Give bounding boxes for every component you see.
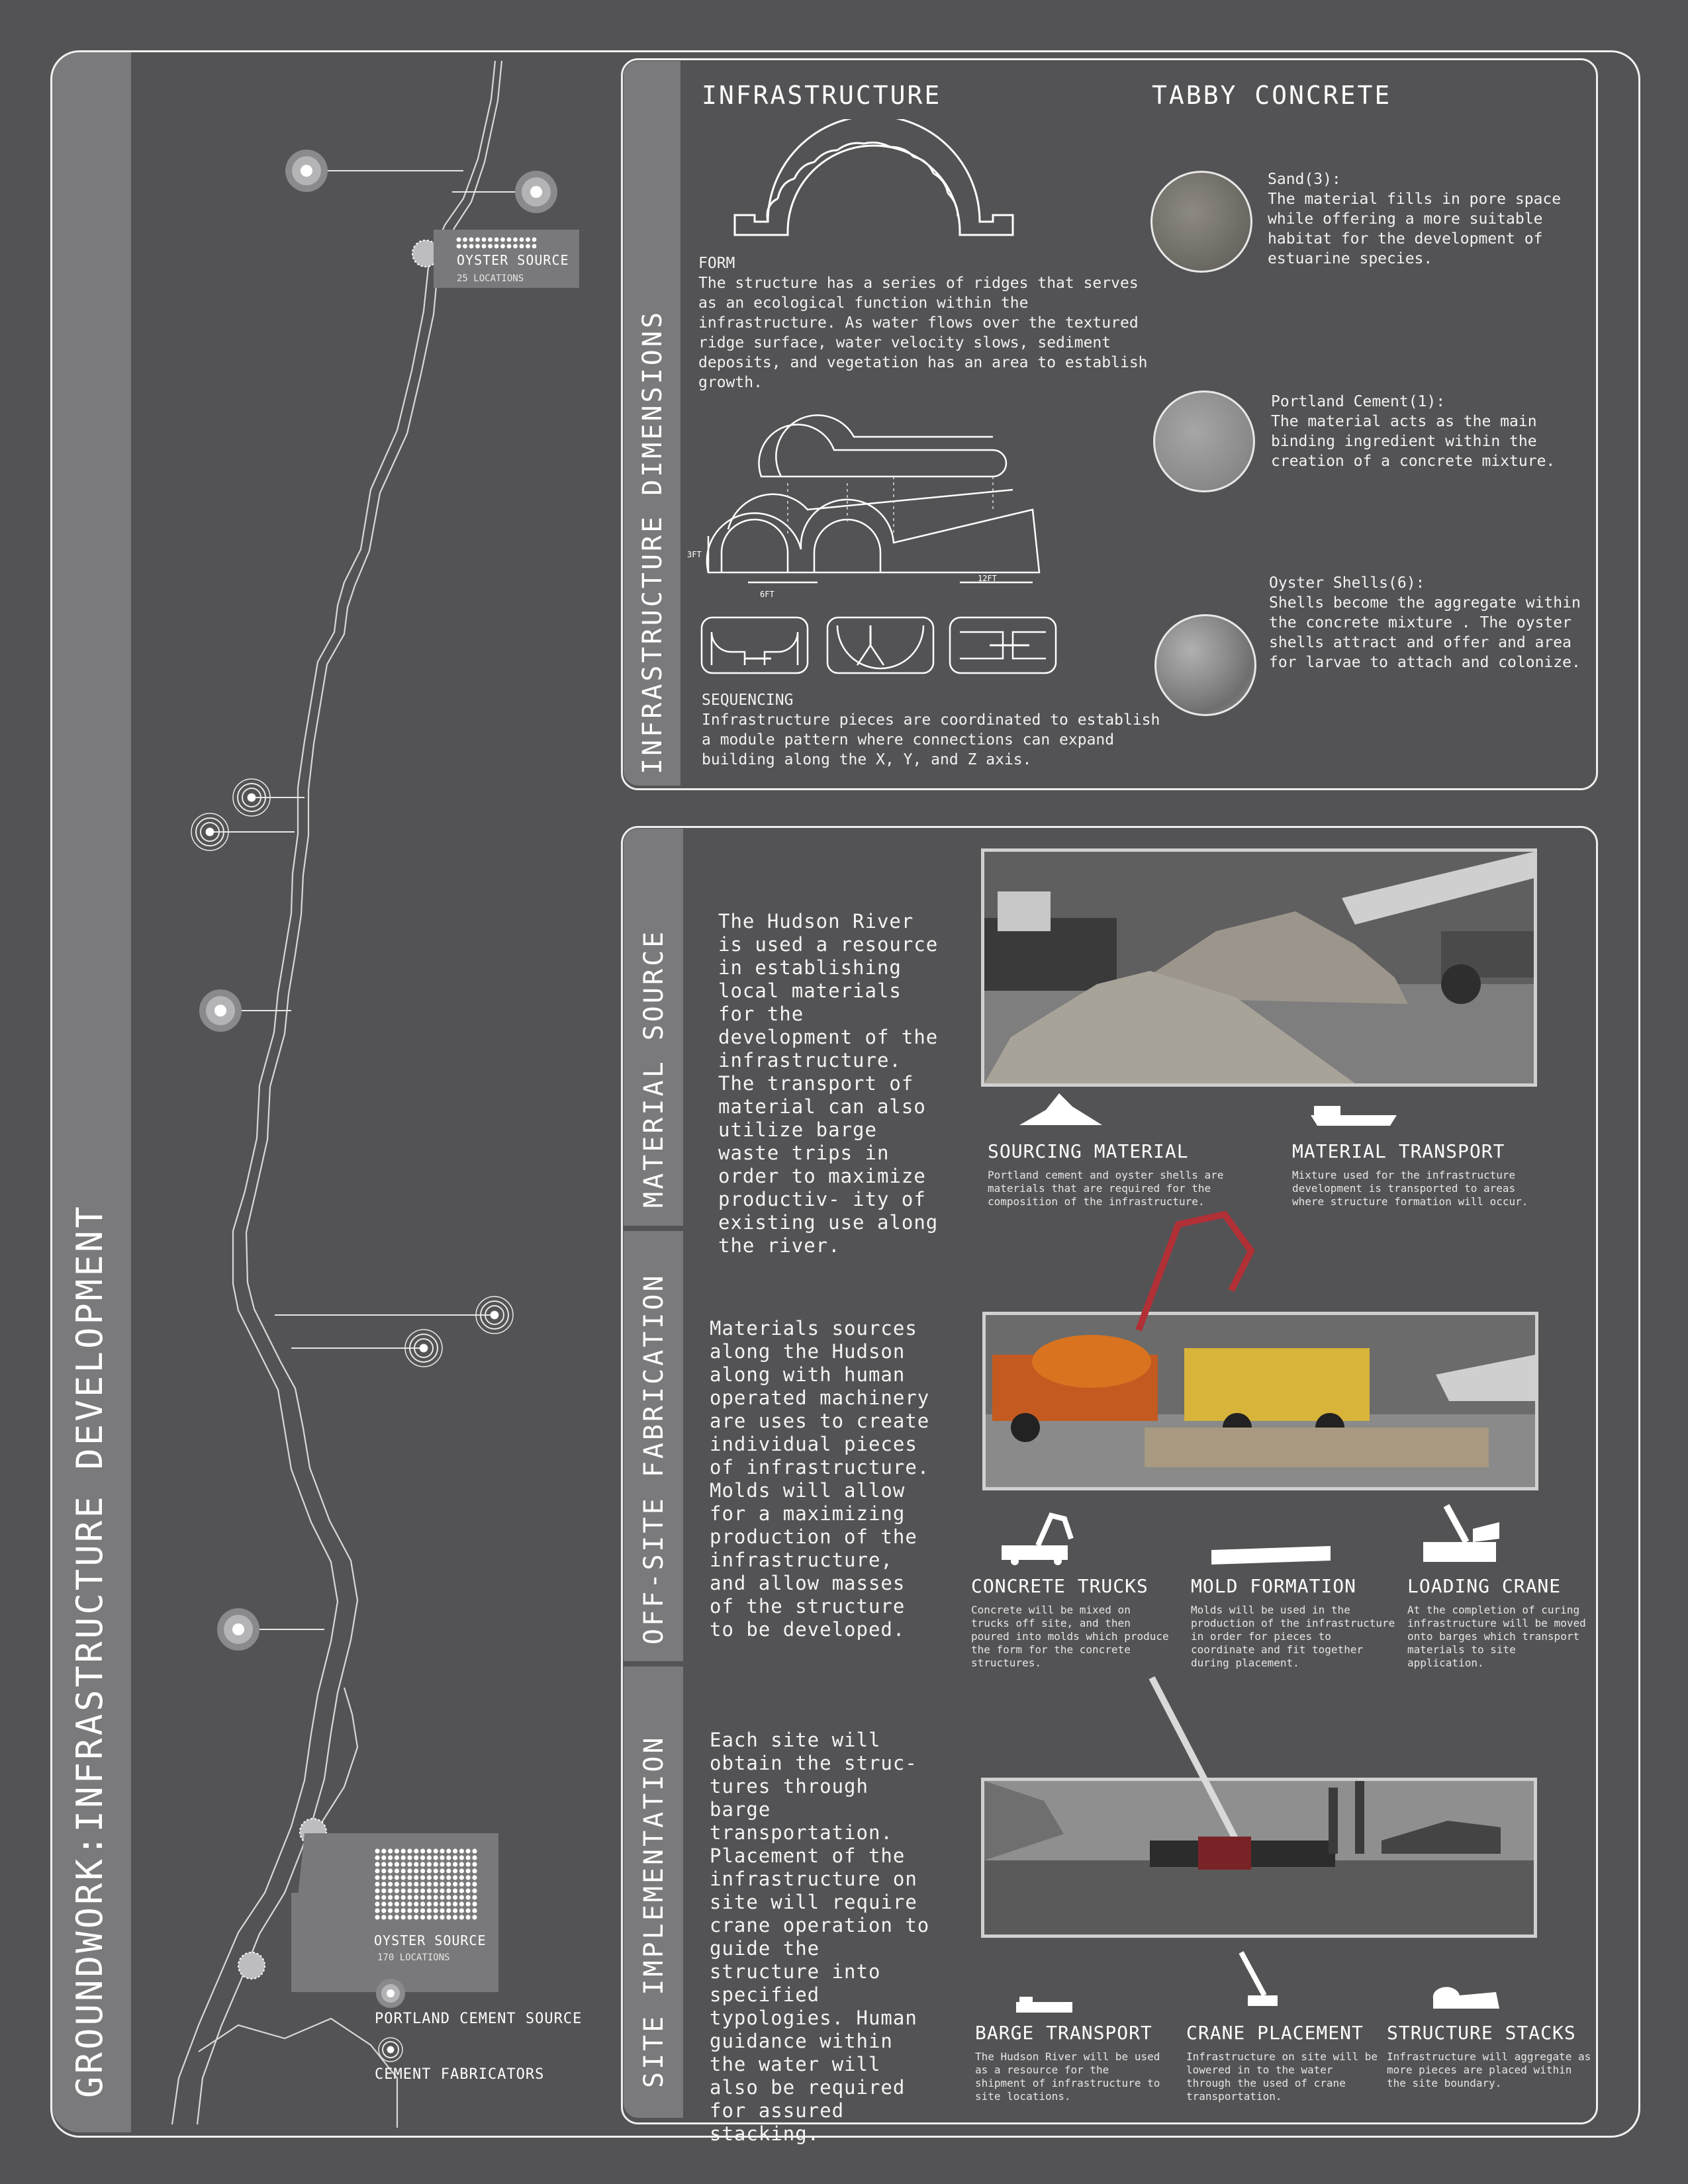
cement-source-markers [199,150,557,1651]
oyster-location-dot [500,238,505,242]
form-text: The structure has a series of ridges that serves as an ecological function within the infrastructure. As water flows over the textured ridge surface, water velocity slows, sediment deposits, and vegetation has an area to establish growth. [698,275,1148,391]
oyster-location-dot [420,1875,425,1880]
oyster-location-dot [414,1848,418,1853]
oyster-location-dot [466,1888,471,1893]
oyster-location-dot [388,1915,393,1919]
oyster-location-dot [459,1895,464,1899]
crane-boom-drawing [1145,1671,1258,1876]
oyster-location-dot [407,1882,412,1886]
oyster-location-dot [395,1895,399,1899]
oyster-location-dot [388,1895,393,1899]
dim-6ft-label: 6FT [760,590,774,599]
oyster-location-dot [420,1895,425,1899]
oyster-location-dot [463,238,467,242]
oyster-location-dot [488,238,492,242]
oyster-location-dot [375,1888,379,1893]
oyster-location-dot [427,1868,432,1873]
sand-name: Sand(3): [1268,171,1341,188]
oyster-location-dot [459,1882,464,1886]
oyster-location-dot [513,244,518,249]
oyster-location-dot [440,1888,444,1893]
oyster-location-dot [459,1862,464,1866]
dim-3ft-label: 3FT [687,550,702,559]
oyster-location-dot [395,1848,399,1853]
implementation-photo [981,1778,1537,1938]
oyster-location-dot [446,1888,451,1893]
portland-cement-swatch [1153,390,1255,492]
fabricator-markers [191,779,513,1367]
crane-placement-title: CRANE PLACEMENT [1186,2022,1364,2044]
oyster-location-dot [434,1882,438,1886]
oyster-location-dot [453,1862,457,1866]
oyster-location-dot [453,1901,457,1906]
loading-crane-text: At the completion of curing infrastructure will be moved onto barges which transport materials to site application. [1407,1604,1586,1669]
oyster-location-dot [463,244,467,249]
fabrication-band-title: OFF-SITE FABRICATION [639,1273,669,1645]
oyster-location-dot [446,1915,451,1919]
oyster-location-dot [381,1895,386,1899]
oyster-location-dot [375,1848,379,1853]
oyster-location-dot [472,1915,477,1919]
oyster-location-dot [427,1901,432,1906]
oyster-location-dot [466,1908,471,1913]
oyster-location-dot [446,1848,451,1853]
oyster-location-dot [395,1908,399,1913]
concrete-trucks-title: CONCRETE TRUCKS [971,1575,1149,1597]
oyster-location-dot [414,1888,418,1893]
oyster-location-dot [401,1895,406,1899]
oyster-location-dot [532,238,537,242]
oyster-location-dot [475,238,480,242]
oyster-location-dot [434,1908,438,1913]
oyster-location-dot [395,1868,399,1873]
oyster-location-dot [459,1908,464,1913]
sequencing-diagrams [698,612,1069,678]
oyster-location-dot [453,1875,457,1880]
oyster-location-dot [434,1868,438,1873]
oyster-location-dot [420,1908,425,1913]
oyster-location-dot [388,1888,393,1893]
oyster-location-dot [507,244,512,249]
oyster-location-dot [427,1888,432,1893]
portland-cement-text: The material acts as the main binding ingredient within the creation of a concrete mixture. [1271,413,1556,470]
structure-stacks-text: Infrastructure will aggregate as more pieces are placed within the site boundary. [1387,2050,1591,2089]
crane-placement-text: Infrastructure on site will be lowered in to the water through the used of crane transportation. [1186,2050,1378,2103]
oyster-location-dot [440,1915,444,1919]
oyster-location-dot [453,1855,457,1860]
oyster-location-dot [375,1915,379,1919]
oyster-location-dot [401,1862,406,1866]
oyster-location-dot [440,1895,444,1899]
oyster-location-dot [472,1908,477,1913]
oyster-location-dot [472,1862,477,1866]
oyster-location-dot [381,1901,386,1906]
oyster-location-dot [434,1862,438,1866]
oyster-location-dot [381,1855,386,1860]
mold-formation-text: Molds will be used in the production of the infrastructure in order for pieces to coordinate and fit together during placement. [1191,1604,1395,1669]
oyster-location-dot [395,1862,399,1866]
dimensions-band-title: INFRASTRUCTURE DIMENSIONS [637,309,668,774]
oyster-location-dot [427,1862,432,1866]
oyster-location-dot [401,1908,406,1913]
oyster-location-dot [526,238,530,242]
oyster-location-dot [375,1882,379,1886]
oyster-location-dot [388,1855,393,1860]
oyster-location-dot [469,244,474,249]
infrastructure-title: INFRASTRUCTURE [702,81,942,110]
oyster-location-dot [472,1895,477,1899]
barge-transport-text: The Hudson River will be used as a resource for the shipment of infrastructure to site locations. [975,2050,1160,2103]
oyster-location-dot [381,1862,386,1866]
oyster-location-dot [427,1895,432,1899]
material-transport-title: MATERIAL TRANSPORT [1292,1140,1505,1162]
oyster-location-dot [420,1888,425,1893]
dim-12ft-label: 12FT [978,574,997,583]
oyster-location-dot [420,1862,425,1866]
oyster-location-dot [472,1888,477,1893]
oyster-location-dot [427,1855,432,1860]
oyster-location-dot [472,1875,477,1880]
oyster-location-dot [395,1915,399,1919]
oyster-location-dot [427,1848,432,1853]
oyster-location-dot [407,1868,412,1873]
sequencing-heading: SEQUENCING [702,692,794,709]
oyster-location-dot [482,238,487,242]
crane-placement-icon [1235,1949,1281,2009]
oyster-location-dot [472,1882,477,1886]
oyster-location-dot [440,1875,444,1880]
oyster-location-dot [375,1875,379,1880]
oyster-location-dot [453,1882,457,1886]
oyster-location-dot [488,244,492,249]
oyster-location-dot [469,238,474,242]
oyster-location-dot [472,1855,477,1860]
oyster-location-dot [434,1915,438,1919]
oyster-location-dot [401,1882,406,1886]
oyster-location-dot [407,1901,412,1906]
oyster-location-dot [446,1855,451,1860]
oyster-location-dot [381,1915,386,1919]
implementation-band-title: SITE IMPLEMENTATION [639,1735,669,2088]
oyster-location-dot [494,238,499,242]
oyster-location-dot [395,1855,399,1860]
oyster-location-dot [401,1901,406,1906]
oyster-location-dot [407,1888,412,1893]
oyster-location-dot [453,1908,457,1913]
oyster-location-dot [440,1908,444,1913]
oyster-location-dot [459,1868,464,1873]
oyster-shells-name: Oyster Shells(6): [1269,574,1425,592]
structure-stacks-icon [1430,1985,1503,2012]
oyster-location-dot [381,1882,386,1886]
oyster-location-dot [401,1915,406,1919]
oyster-location-dot [420,1868,425,1873]
oyster-location-dot [453,1868,457,1873]
oyster-shells-swatch [1154,614,1256,716]
oyster-location-dot [420,1882,425,1886]
oyster-location-dot [414,1895,418,1899]
mold-icon [1208,1542,1334,1569]
tabby-concrete-title: TABBY CONCRETE [1152,81,1392,110]
oyster-location-dot [381,1908,386,1913]
material-transport-text: Mixture used for the infrastructure development is transported to areas where structure formation will occur. [1292,1169,1528,1208]
fabrication-photo [982,1312,1538,1490]
oyster-location-dot [440,1901,444,1906]
oyster-location-dot [375,1901,379,1906]
oyster-location-dot [434,1888,438,1893]
oyster-location-dot [375,1855,379,1860]
oyster-location-dot [427,1908,432,1913]
oyster-location-dot [472,1901,477,1906]
oyster-location-dot [395,1882,399,1886]
oyster-location-dot [388,1882,393,1886]
oyster-location-dot [500,244,505,249]
arch-section-drawing [728,119,1019,245]
oyster-location-dot [407,1855,412,1860]
oyster-location-dot [414,1875,418,1880]
oyster-location-dot [475,244,480,249]
oyster-location-dot [434,1875,438,1880]
oyster-location-dot [466,1862,471,1866]
oyster-location-dot [407,1895,412,1899]
mold-formation-title: MOLD FORMATION [1191,1575,1357,1597]
oyster-location-dot [446,1908,451,1913]
oyster-location-dot [427,1875,432,1880]
oyster-location-dot [401,1875,406,1880]
oyster-location-dot [520,244,524,249]
oyster-location-dot [388,1901,393,1906]
oyster-location-dot [381,1888,386,1893]
oyster-source-top-label: OYSTER SOURCE [457,252,569,268]
oyster-location-dot [526,244,530,249]
oyster-location-dot [407,1862,412,1866]
oyster-source-top-count: 25 LOCATIONS [457,273,524,284]
loading-crane-icon [1420,1502,1503,1569]
oyster-location-dot [472,1848,477,1853]
oyster-location-dot [401,1868,406,1873]
oyster-location-dot [401,1855,406,1860]
oyster-location-dot [466,1868,471,1873]
form-heading: FORM [698,255,735,272]
oyster-location-dot [457,238,461,242]
oyster-location-dot [375,1862,379,1866]
sand-pile-icon [1019,1087,1105,1126]
oyster-location-dot [459,1875,464,1880]
legend-cement-fabricators: CEMENT FABRICATORS [375,2066,545,2083]
oyster-location-dot [453,1915,457,1919]
oyster-location-dot [381,1875,386,1880]
oyster-location-dot [388,1862,393,1866]
oyster-source-bottom-count: 170 LOCATIONS [377,1952,450,1963]
barge-transport-icon [1016,1995,1076,2015]
poster-title: GROUNDWORK:INFRASTRUCTURE DEVELOPMENT [69,1204,111,2098]
oyster-location-dot [388,1875,393,1880]
oyster-location-dot [507,238,512,242]
material-source-band-title: MATERIAL SOURCE [639,929,669,1208]
oyster-location-dot [414,1915,418,1919]
hudson-river-map [132,53,609,2131]
oyster-location-dot [414,1882,418,1886]
legend-cement-source: PORTLAND CEMENT SOURCE [375,2011,583,2027]
oyster-location-dot [482,244,487,249]
oyster-source-bottom-label: OYSTER SOURCE [374,1933,487,1948]
oyster-location-dot [453,1848,457,1853]
oyster-location-dot [420,1848,425,1853]
oyster-location-dot [427,1882,432,1886]
oyster-location-dot [414,1868,418,1873]
oyster-location-dot [459,1901,464,1906]
oyster-location-dot [375,1895,379,1899]
oyster-location-dot [420,1915,425,1919]
sand-swatch [1150,171,1252,273]
oyster-location-dot [427,1915,432,1919]
oyster-location-dot [434,1901,438,1906]
oyster-location-dot [513,238,518,242]
barge-transport-title: BARGE TRANSPORT [975,2022,1152,2044]
oyster-location-dot [466,1895,471,1899]
oyster-location-dot [459,1855,464,1860]
oyster-location-dot [434,1848,438,1853]
oyster-location-dot [440,1848,444,1853]
oyster-location-dot [440,1855,444,1860]
loading-crane-title: LOADING CRANE [1407,1575,1562,1597]
oyster-location-dot [401,1848,406,1853]
oyster-location-dot [520,238,524,242]
oyster-location-dot [388,1908,393,1913]
implementation-text: Each site will obtain the struc- tures through barge transportation. Placement of the infrastructure on site will require crane operation to guide the structure into specified typologies. Human guidance within the water will also be required for assured stacking. [710,1729,930,2145]
oyster-location-dot [407,1848,412,1853]
oyster-location-dot [395,1875,399,1880]
sequencing-text: Infrastructure pieces are coordinated to establish a module pattern where connections can expand building along the X, Y, and Z axis. [702,711,1160,768]
oyster-location-dot [494,244,499,249]
oyster-location-dot [388,1848,393,1853]
sand-text: The material fills in pore space while offering a more suitable habitat for the development of estuarine species. [1268,191,1562,267]
oyster-location-dot [459,1848,464,1853]
oyster-location-dot [440,1882,444,1886]
oyster-location-dot [446,1901,451,1906]
oyster-location-dot [446,1895,451,1899]
oyster-location-dot [420,1901,425,1906]
portland-cement-name: Portland Cement(1): [1271,393,1446,410]
oyster-location-dot [407,1908,412,1913]
oyster-location-dot [466,1901,471,1906]
module-assembly-drawing [682,410,1053,609]
oyster-location-dot [446,1868,451,1873]
fabrication-text: Materials sources along the Hudson along with human operated machinery are uses to create individual pieces of infrastructure. Molds will allow for a maximizing production of the infrastructure, and allow masses of the structure to be developed. [710,1317,930,1641]
oyster-location-dot [440,1862,444,1866]
material-source-text: The Hudson River is used a resource in establishing local materials for the development of the infrastructure. The transport of material can also utilize barge waste trips in order to maximize productiv- ity of existing use along the river. [718,910,939,1257]
material-source-photo [981,848,1537,1087]
barge-icon [1311,1102,1403,1128]
oyster-location-dot [453,1895,457,1899]
oyster-location-dot [388,1868,393,1873]
sourcing-material-text: Portland cement and oyster shells are materials that are required for the composition of the infrastructure. [988,1169,1224,1208]
oyster-location-dot [375,1868,379,1873]
oyster-location-dot [434,1855,438,1860]
oyster-location-dot [472,1868,477,1873]
structure-stacks-title: STRUCTURE STACKS [1387,2022,1576,2044]
oyster-location-dot [440,1868,444,1873]
sourcing-material-title: SOURCING MATERIAL [988,1140,1189,1162]
oyster-location-dot [453,1888,457,1893]
oyster-location-dot [414,1862,418,1866]
oyster-location-dot [446,1875,451,1880]
oyster-location-dot [381,1848,386,1853]
oyster-location-dot [401,1888,406,1893]
oyster-location-dot [532,244,537,249]
oyster-location-dot [375,1908,379,1913]
oyster-location-dot [414,1855,418,1860]
oyster-location-dot [459,1915,464,1919]
oyster-location-dot [434,1895,438,1899]
concrete-truck-icon [998,1512,1078,1565]
oyster-location-dot [381,1868,386,1873]
oyster-location-dot [446,1882,451,1886]
oyster-location-dot [457,244,461,249]
oyster-location-dot [395,1888,399,1893]
oyster-location-dot [466,1855,471,1860]
oyster-location-dot [446,1862,451,1866]
oyster-location-dot [459,1888,464,1893]
oyster-location-dot [420,1855,425,1860]
oyster-location-dot [466,1848,471,1853]
oyster-location-dot [466,1882,471,1886]
oyster-location-dot [414,1901,418,1906]
oyster-location-dot [466,1875,471,1880]
oyster-location-dot [407,1875,412,1880]
oyster-location-dot [407,1915,412,1919]
oyster-location-dot [414,1908,418,1913]
oyster-location-dot [466,1915,471,1919]
oyster-location-dot [395,1901,399,1906]
pump-boom-drawing [1125,1211,1258,1337]
oyster-shells-text: Shells become the aggregate within the concrete mixture . The oyster shells attract and offer and area for larvae to attach and colonize. [1269,594,1581,671]
concrete-trucks-text: Concrete will be mixed on trucks off site, and then poured into molds which produce the form for the concrete structures. [971,1604,1169,1669]
